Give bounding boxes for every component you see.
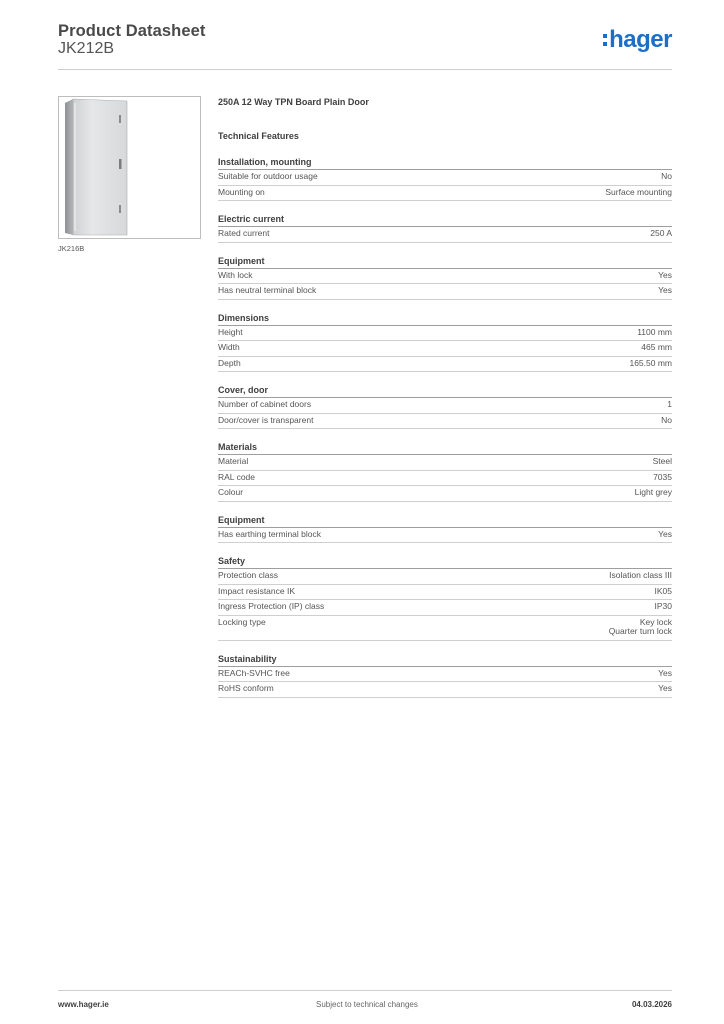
logo-dots-icon	[603, 34, 607, 46]
logo-text: hager	[609, 26, 672, 53]
feature-row	[218, 471, 672, 487]
feature-value-text: No	[661, 414, 672, 425]
feature-section	[218, 213, 672, 243]
section-title: Sustainability	[218, 653, 672, 667]
feature-value-text: 1	[667, 399, 672, 409]
feature-value-text: 165.50 mm	[629, 357, 672, 368]
feature-value-text: 465 mm	[641, 342, 672, 352]
feature-row	[218, 269, 672, 285]
page-header	[58, 22, 672, 70]
feature-row	[218, 284, 672, 300]
distribution-board-image	[59, 97, 200, 238]
feature-section	[218, 312, 672, 373]
feature-label: RAL code	[218, 471, 256, 482]
feature-row	[218, 341, 672, 357]
feature-row	[218, 616, 672, 641]
product-details	[218, 96, 672, 698]
feature-label: Has earthing terminal block	[218, 528, 321, 539]
feature-value-text-2: Quarter turn lock	[608, 626, 672, 636]
section-title: Installation, mounting	[218, 156, 672, 170]
section-title: Equipment	[218, 255, 672, 269]
feature-value	[635, 488, 672, 498]
feature-row	[218, 398, 672, 414]
feature-label: Has neutral terminal block	[218, 285, 317, 295]
section-title: Equipment	[218, 514, 672, 528]
feature-sections	[218, 156, 672, 698]
feature-value-text: Isolation class III	[609, 570, 672, 580]
feature-value-text: 1100 mm	[637, 326, 672, 337]
feature-row	[218, 569, 672, 585]
feature-value	[658, 684, 672, 694]
feature-label: Colour	[218, 487, 244, 497]
feature-label: REACh-SVHC free	[218, 667, 290, 678]
feature-label: Rated current	[218, 228, 270, 238]
feature-value-text: Yes	[658, 269, 672, 280]
feature-value-text: 250 A	[650, 228, 672, 238]
feature-value-text: Light grey	[634, 487, 672, 497]
feature-value-text: Yes	[658, 683, 672, 693]
section-title: Dimensions	[218, 312, 672, 326]
feature-value-text: Yes	[658, 528, 672, 539]
feature-label: RoHS conform	[218, 683, 274, 693]
product-image	[58, 96, 201, 239]
feature-value-text: No	[661, 171, 672, 181]
feature-row	[218, 414, 672, 430]
feature-value	[658, 286, 672, 296]
feature-value	[653, 473, 672, 483]
feature-label: Height	[218, 326, 243, 337]
feature-row	[218, 528, 672, 544]
feature-section	[218, 255, 672, 300]
product-code: JK212B	[58, 40, 115, 57]
feature-section	[218, 384, 672, 429]
document-title: Product Datasheet	[58, 22, 206, 40]
feature-value-text: IK05	[654, 585, 672, 596]
feature-value	[655, 587, 673, 597]
feature-row	[218, 486, 672, 502]
feature-row	[218, 186, 672, 202]
feature-value-text: Surface mounting	[605, 186, 672, 197]
feature-value	[641, 343, 672, 353]
feature-value	[658, 669, 672, 679]
feature-section	[218, 156, 672, 201]
feature-value-text: Yes	[658, 667, 672, 678]
feature-value	[658, 530, 672, 540]
feature-label: Protection class	[218, 570, 278, 580]
technical-features-heading: Technical Features	[218, 131, 299, 141]
feature-value-text: Steel	[652, 456, 672, 466]
feature-label: Depth	[218, 357, 241, 368]
feature-row	[218, 326, 672, 342]
feature-value	[653, 457, 672, 467]
feature-value	[661, 416, 672, 426]
feature-value-text: Key lock	[639, 616, 672, 627]
feature-value	[629, 359, 672, 369]
section-title: Cover, door	[218, 384, 672, 398]
feature-label: Mounting on	[218, 186, 265, 197]
feature-value	[661, 172, 672, 182]
feature-value	[655, 602, 673, 612]
feature-row	[218, 667, 672, 683]
feature-label: Impact resistance IK	[218, 585, 296, 596]
section-title: Safety	[218, 555, 672, 569]
feature-value-text: Yes	[658, 285, 672, 295]
footer-website: www.hager.ie	[58, 1000, 109, 1009]
feature-label: Material	[218, 456, 249, 466]
feature-row	[218, 170, 672, 186]
feature-value-text: IP30	[654, 601, 672, 611]
section-title: Materials	[218, 441, 672, 455]
feature-label: Number of cabinet doors	[218, 399, 312, 409]
feature-label: With lock	[218, 269, 253, 280]
feature-value	[637, 328, 672, 338]
feature-row	[218, 682, 672, 698]
feature-row	[218, 357, 672, 373]
feature-label: Width	[218, 342, 240, 352]
feature-label: Ingress Protection (IP) class	[218, 601, 325, 611]
feature-label: Door/cover is transparent	[218, 414, 314, 425]
feature-value	[605, 188, 672, 198]
feature-value-text: 7035	[653, 471, 672, 482]
feature-row	[218, 600, 672, 616]
hager-logo	[603, 28, 672, 52]
product-name: 250A 12 Way TPN Board Plain Door	[218, 97, 369, 107]
feature-value	[609, 571, 672, 581]
feature-label: Suitable for outdoor usage	[218, 171, 318, 181]
page-footer	[58, 990, 672, 1014]
feature-label: Locking type	[218, 616, 266, 627]
feature-value	[650, 229, 672, 239]
footer-note: Subject to technical changes	[316, 1000, 418, 1009]
feature-row	[218, 585, 672, 601]
footer-date: 04.03.2026	[631, 1000, 672, 1009]
feature-section	[218, 653, 672, 698]
feature-section	[218, 555, 672, 641]
feature-row	[218, 455, 672, 471]
feature-section	[218, 441, 672, 502]
feature-row	[218, 227, 672, 243]
section-title: Electric current	[218, 213, 672, 227]
image-caption: JK216B	[58, 244, 85, 253]
feature-value	[658, 271, 672, 281]
feature-section	[218, 514, 672, 544]
feature-value	[667, 400, 672, 410]
feature-value	[609, 618, 672, 637]
